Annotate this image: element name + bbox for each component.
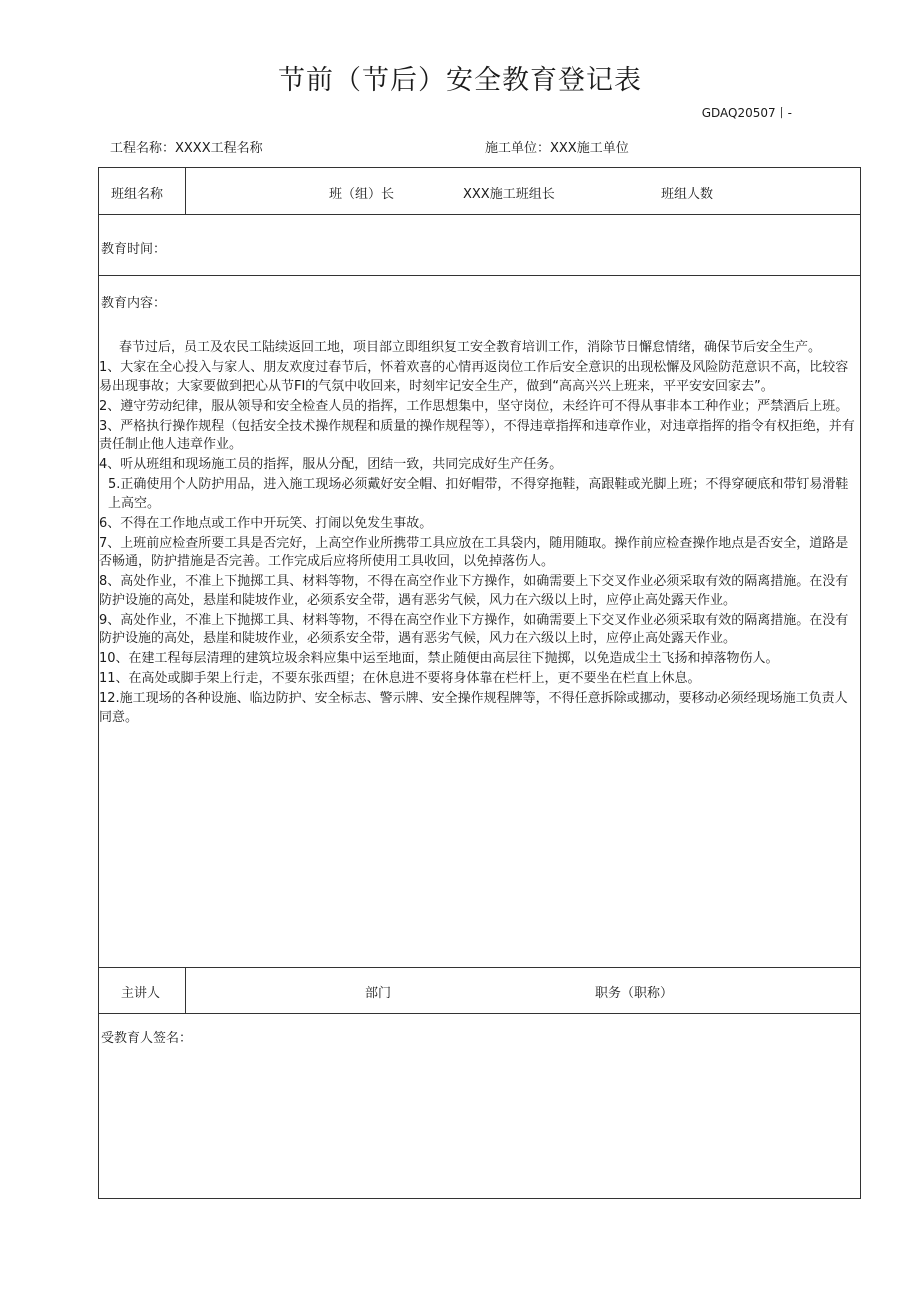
divider bbox=[99, 1013, 860, 1014]
department-label: 部门 bbox=[365, 986, 392, 1001]
project-name: 工程名称：XXXX工程名称 bbox=[110, 141, 263, 156]
content-paragraph: 12.施工现场的各种设施、临边防护、安全标志、警示牌、安全操作规程牌等，不得任意拆除或挪动，要移动必须经现场施工负责人同意。 bbox=[99, 691, 848, 725]
divider bbox=[185, 168, 186, 214]
content-paragraph: 10、在建工程每层清理的建筑垃圾余料应集中运至地面，禁止随便由高层往下抛掷，以免造成尘土飞扬和掉落物伤人。 bbox=[99, 651, 779, 666]
content-paragraph: 2、遵守劳动纪律，服从领导和安全检查人员的指挥，工作思想集中，坚守岗位，未经许可不得从事非本工种作业；严禁酒后上班。 bbox=[99, 398, 849, 414]
divider bbox=[99, 214, 860, 215]
content-paragraph: 1、大家在全心投入与家人、朋友欢度过春节后，怀着欢喜的心情再返岗位工作后安全意识的出现松懈及风险防范意识不高，比较容易出现事故；大家要做到把心从节FI的气氛中收回来，时刻牢记安全生产，做到“高高兴兴上班来，平平安安回家去”。 bbox=[99, 360, 849, 394]
registration-form bbox=[98, 167, 861, 1199]
content-paragraph: 5.正确使用个人防护用品，进入施工现场必须戴好安全帽、扣好帽带，不得穿拖鞋，高跟鞋或光脚上班；不得穿硬底和带钉易滑鞋上高空。 bbox=[108, 477, 849, 511]
content-paragraph: 7、上班前应检查所要工具是否完好，上高空作业所携带工具应放在工具袋内，随用随取。操作前应检查操作地点是否安全，道路是否畅通，防护措施是否完善。工作完成后应将所使用工具收回，以免掉落伤人。 bbox=[99, 535, 849, 569]
divider bbox=[185, 967, 186, 1013]
content-paragraph: 11、在高处或脚手架上行走，不要东张西望；在休息进不要将身体靠在栏杆上，更不要坐在栏直上休息。 bbox=[99, 671, 701, 686]
page-title: 节前（节后）安全教育登记表 bbox=[278, 65, 642, 96]
team-leader-label: 班（组）长 bbox=[329, 187, 395, 202]
team-count-label: 班组人数 bbox=[661, 187, 714, 202]
signature-label: 受教育人签名： bbox=[101, 1031, 193, 1046]
education-time-label: 教育时间： bbox=[101, 242, 167, 257]
content-paragraph: 6、不得在工作地点或工作中开玩笑、打闹以免发生事故。 bbox=[99, 515, 433, 531]
education-content bbox=[99, 339, 860, 729]
divider bbox=[99, 275, 860, 276]
form-code: GDAQ20507丨- bbox=[701, 106, 792, 120]
position-label: 职务（职称） bbox=[595, 986, 674, 1001]
divider bbox=[99, 967, 860, 968]
team-leader-value: XXX施工班组长 bbox=[463, 187, 555, 202]
speaker-label: 主讲人 bbox=[121, 986, 161, 1001]
contractor-name: 施工单位：XXX施工单位 bbox=[485, 141, 629, 156]
education-content-label: 教育内容： bbox=[101, 296, 167, 311]
content-paragraph: 3、严格执行操作规程（包括安全技术操作规程和质量的操作规程等），不得违章指挥和违章作业，对违章指挥的指令有权拒绝，并有责任制止他人违章作业。 bbox=[99, 418, 855, 452]
team-name-label: 班组名称 bbox=[111, 187, 164, 202]
content-paragraph: 8、高处作业，不准上下抛掷工具、材料等物，不得在高空作业下方操作，如确需要上下交叉作业必须采取有效的隔离措施。在没有防护设施的高处，悬崖和陡坡作业，必须系安全带，遇有恶劣气候，风力在六级以上时，应停止高处露天作业。 bbox=[99, 574, 849, 608]
content-paragraph: 春节过后，员工及农民工陆续返回工地，项目部立即组织复工安全教育培训工作，消除节日懈怠情绪，确保节后安全生产。 bbox=[119, 340, 822, 355]
content-paragraph: 9、高处作业，不准上下抛掷工具、材料等物，不得在高空作业下方操作，如确需要上下交叉作业必须采取有效的隔离措施。在没有防护设施的高处，悬崖和陡坡作业，必须系安全带，遇有恶劣气候，风力在六级以上时，应停止高处露天作业。 bbox=[99, 612, 849, 646]
content-paragraph: 4、听从班组和现场施工员的指挥，服从分配，团结一致，共同完成好生产任务。 bbox=[99, 457, 563, 472]
